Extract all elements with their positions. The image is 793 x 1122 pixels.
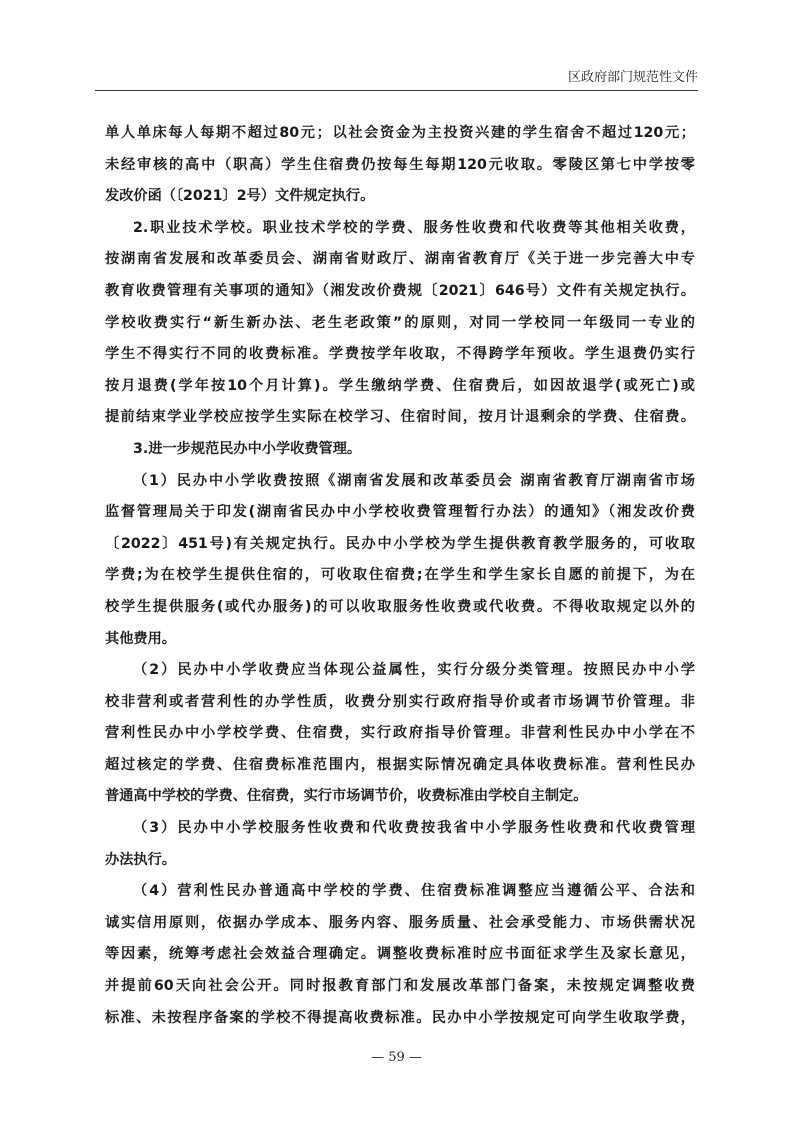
page-footer — [0, 1050, 793, 1065]
text-line: （2）民办中小学收费应当体现公益属性，实行分级分类管理。按照民办中小学 — [133, 662, 695, 679]
text-line: 并提前60天向社会公开。同时报教育部门和发展改革部门备案，未按规定调整收费 — [105, 978, 695, 995]
text-line: 监督管理局关于印发(湖南省民办中小学校收费管理暂行办法）的通知》（湘发改价费 — [105, 504, 695, 521]
page-header — [95, 68, 698, 91]
text-line: （3）民办中小学校服务性收费和代收费按我省中小学服务性收费和代收费管理 — [133, 820, 695, 837]
text-line: 学校收费实行“新生新办法、老生老政策”的原则，对同一学校同一年级同一专业的 — [105, 314, 695, 331]
text-line: 其他费用。 — [105, 630, 176, 647]
text-line: 学费;为在校学生提供住宿的，可收取住宿费;在学生和学生家长自愿的前提下，为在 — [105, 567, 695, 584]
text-line: 按月退费(学年按10个月计算)。学生缴纳学费、住宿费后，如因故退学(或死亡)或 — [105, 377, 695, 394]
text-line: 校非营利或者营利性的办学性质，收费分别实行政府指导价或者市场调节价管理。非 — [105, 693, 695, 710]
text-line: 2.职业技术学校。职业技术学校的学费、服务性收费和代收费等其他相关收费， — [133, 219, 695, 236]
text-line: 标准、未按程序备案的学校不得提高收费标准。民办中小学按规定可向学生收取学费， — [105, 1009, 695, 1026]
text-line: 等因素，统筹考虑社会效益合理确定。调整收费标准时应书面征求学生及家长意见， — [105, 946, 695, 963]
text-line: 营利性民办中小学校学费、住宿费，实行政府指导价管理。非营利性民办中小学在不 — [105, 725, 695, 742]
text-line: （4）营利性民办普通高中学校的学费、住宿费标准调整应当遵循公平、合法和 — [133, 883, 695, 900]
text-line: 单人单床每人每期不超过80元；以社会资金为主投资兴建的学生宿舍不超过120元； — [105, 125, 695, 141]
text-line: 学生不得实行不同的收费标准。学费按学年收取，不得跨学年预收。学生退费仍实行 — [105, 346, 695, 363]
text-line: 按湖南省发展和改革委员会、湖南省财政厅、湖南省教育厅《关于进一步完善大中专 — [105, 251, 695, 268]
header-title: 区政府部门规范性文件 — [567, 70, 698, 85]
text-line: 超过核定的学费、住宿费标准范围内，根据实际情况确定具体收费标准。营利性民办 — [105, 756, 695, 773]
text-line: 〔2022〕451号)有关规定执行。民办中小学校为学生提供教育教学服务的，可收取 — [105, 535, 695, 552]
text-line: 发改价函（〔2021〕2号）文件规定执行。 — [105, 188, 375, 205]
text-line: 未经审核的高中（职高）学生住宿费仍按每生每期120元收取。零陵区第七中学按零 — [105, 156, 695, 173]
text-line: 诚实信用原则，依据办学成本、服务内容、服务质量、社会承受能力、市场供需状况 — [105, 914, 695, 931]
text-line: 普通高中学校的学费、住宿费，实行市场调节价，收费标准由学校自主制定。 — [105, 788, 588, 805]
text-line: 教育收费管理有关事项的通知》（湘发改价费规〔2021〕646号）文件有关规定执行。 — [105, 282, 695, 299]
text-line: （1）民办中小学收费按照《湖南省发展和改革委员会 湖南省教育厅湖南省市场 — [133, 472, 695, 489]
document-body — [105, 118, 695, 1034]
text-line: 提前结束学业学校应按学生实际在校学习、住宿时间，按月计退剩余的学费、住宿费。 — [105, 409, 695, 426]
page-number: — 59 — — [371, 1050, 422, 1065]
text-line: 办法执行。 — [105, 851, 176, 868]
text-line: 3.进一步规范民办中小学收费管理。 — [133, 440, 362, 457]
text-line: 校学生提供服务(或代办服务)的可以收取服务性收费或代收费。不得收取规定以外的 — [105, 598, 695, 615]
